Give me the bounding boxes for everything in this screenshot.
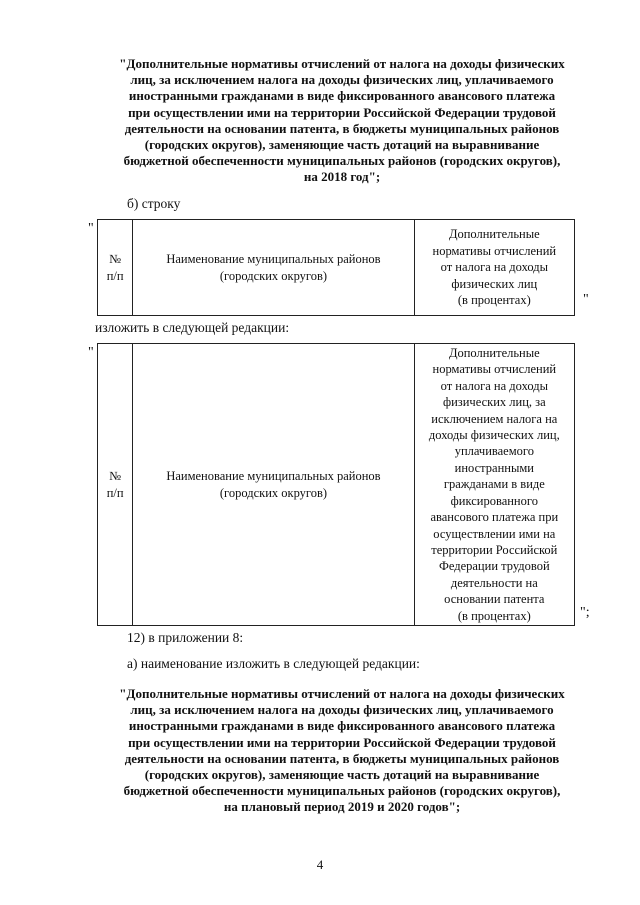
cell-text: физических лиц, за — [443, 395, 546, 410]
heading-line: на плановый период 2019 и 2020 годов"; — [223, 799, 461, 815]
replace-text: изложить в следующей редакции: — [95, 320, 290, 335]
cell-number-header — [98, 344, 133, 626]
cell-text: иностранными — [454, 460, 534, 475]
cell-text: № — [109, 252, 122, 267]
cell-text: фиксированного — [450, 493, 538, 508]
cell-text: п/п — [106, 268, 124, 283]
cell-text: (городских округов) — [219, 485, 328, 500]
cell-text: физических лиц — [451, 276, 538, 291]
cell-text: доходы физических лиц, — [428, 428, 560, 443]
cell-text: от налога на доходы — [440, 260, 549, 275]
heading-2018 — [92, 56, 592, 186]
cell-text: (городских округов) — [219, 268, 328, 283]
cell-text: Федерации трудовой — [438, 559, 550, 574]
cell-text: территории Российской — [431, 542, 558, 557]
heading-line: "Дополнительные нормативы отчислений от налога на доходы физических — [119, 56, 565, 71]
item-b-text: б) строку — [127, 196, 181, 211]
heading-2019-2020 — [92, 686, 592, 816]
heading-line: "Дополнительные нормативы отчислений от налога на доходы физических — [119, 686, 565, 701]
cell-text: нормативы отчислений — [432, 243, 557, 258]
cell-text: Наименование муниципальных районов — [166, 469, 381, 484]
close-quote: " — [583, 292, 589, 307]
cell-text: уплачиваемого — [454, 444, 534, 459]
heading-line: бюджетной обеспеченности муниципальных районов (городских округов), — [123, 153, 561, 169]
cell-text: основании патента — [444, 592, 545, 607]
table-old-row — [97, 219, 575, 316]
cell-text: Наименование муниципальных районов — [166, 252, 381, 267]
open-quote: " — [88, 221, 94, 236]
heading-line: деятельности на основании патента, в бюджеты муниципальных районов — [124, 120, 560, 136]
cell-text: п/п — [106, 485, 124, 500]
heading-line: бюджетной обеспеченности муниципальных районов (городских округов), — [123, 783, 561, 799]
cell-text: № — [109, 469, 122, 484]
item-a-text: а) наименование изложить в следующей редакции: — [127, 656, 420, 671]
heading-line: (городских округов), заменяющие часть дотаций на выравнивание — [144, 767, 540, 783]
cell-text: нормативы отчислений — [432, 362, 557, 377]
cell-text: Дополнительные — [448, 227, 540, 242]
cell-text: деятельности на — [450, 575, 538, 590]
cell-number-header — [98, 220, 133, 316]
heading-line: иностранными гражданами в виде фиксированного авансового платежа — [128, 88, 556, 104]
table-new-row — [97, 343, 575, 626]
cell-text: авансового платежа при — [430, 510, 559, 525]
heading-line: на 2018 год"; — [303, 169, 381, 185]
cell-text: гражданами в виде — [443, 477, 545, 492]
close-quote: "; — [580, 605, 590, 620]
cell-text: Дополнительные — [448, 346, 540, 361]
open-quote: " — [88, 345, 94, 360]
heading-line: при осуществлении ими на территории Российской Федерации трудовой — [128, 104, 556, 120]
cell-text: осуществлении ими на — [433, 526, 556, 541]
heading-line: иностранными гражданами в виде фиксированного авансового платежа — [128, 718, 556, 734]
cell-text: (в процентах) — [457, 293, 531, 308]
heading-line: при осуществлении ими на территории Российской Федерации трудовой — [128, 734, 556, 750]
heading-line: лиц, за исключением налога на доходы физических лиц, уплачиваемого — [130, 702, 554, 718]
cell-text: (в процентах) — [457, 608, 531, 623]
cell-text: от налога на доходы — [440, 378, 549, 393]
heading-line: лиц, за исключением налога на доходы физических лиц, уплачиваемого — [130, 72, 554, 88]
cell-name-header — [133, 344, 414, 626]
item-12-text: 12) в приложении 8: — [127, 630, 244, 645]
page-number: 4 — [316, 857, 324, 872]
heading-line: деятельности на основании патента, в бюджеты муниципальных районов — [124, 750, 560, 766]
cell-normative-header — [414, 220, 574, 316]
cell-text: исключением налога на — [431, 411, 558, 426]
heading-line: (городских округов), заменяющие часть дотаций на выравнивание — [144, 137, 540, 153]
cell-normative-header — [414, 344, 574, 626]
cell-name-header — [133, 220, 414, 316]
